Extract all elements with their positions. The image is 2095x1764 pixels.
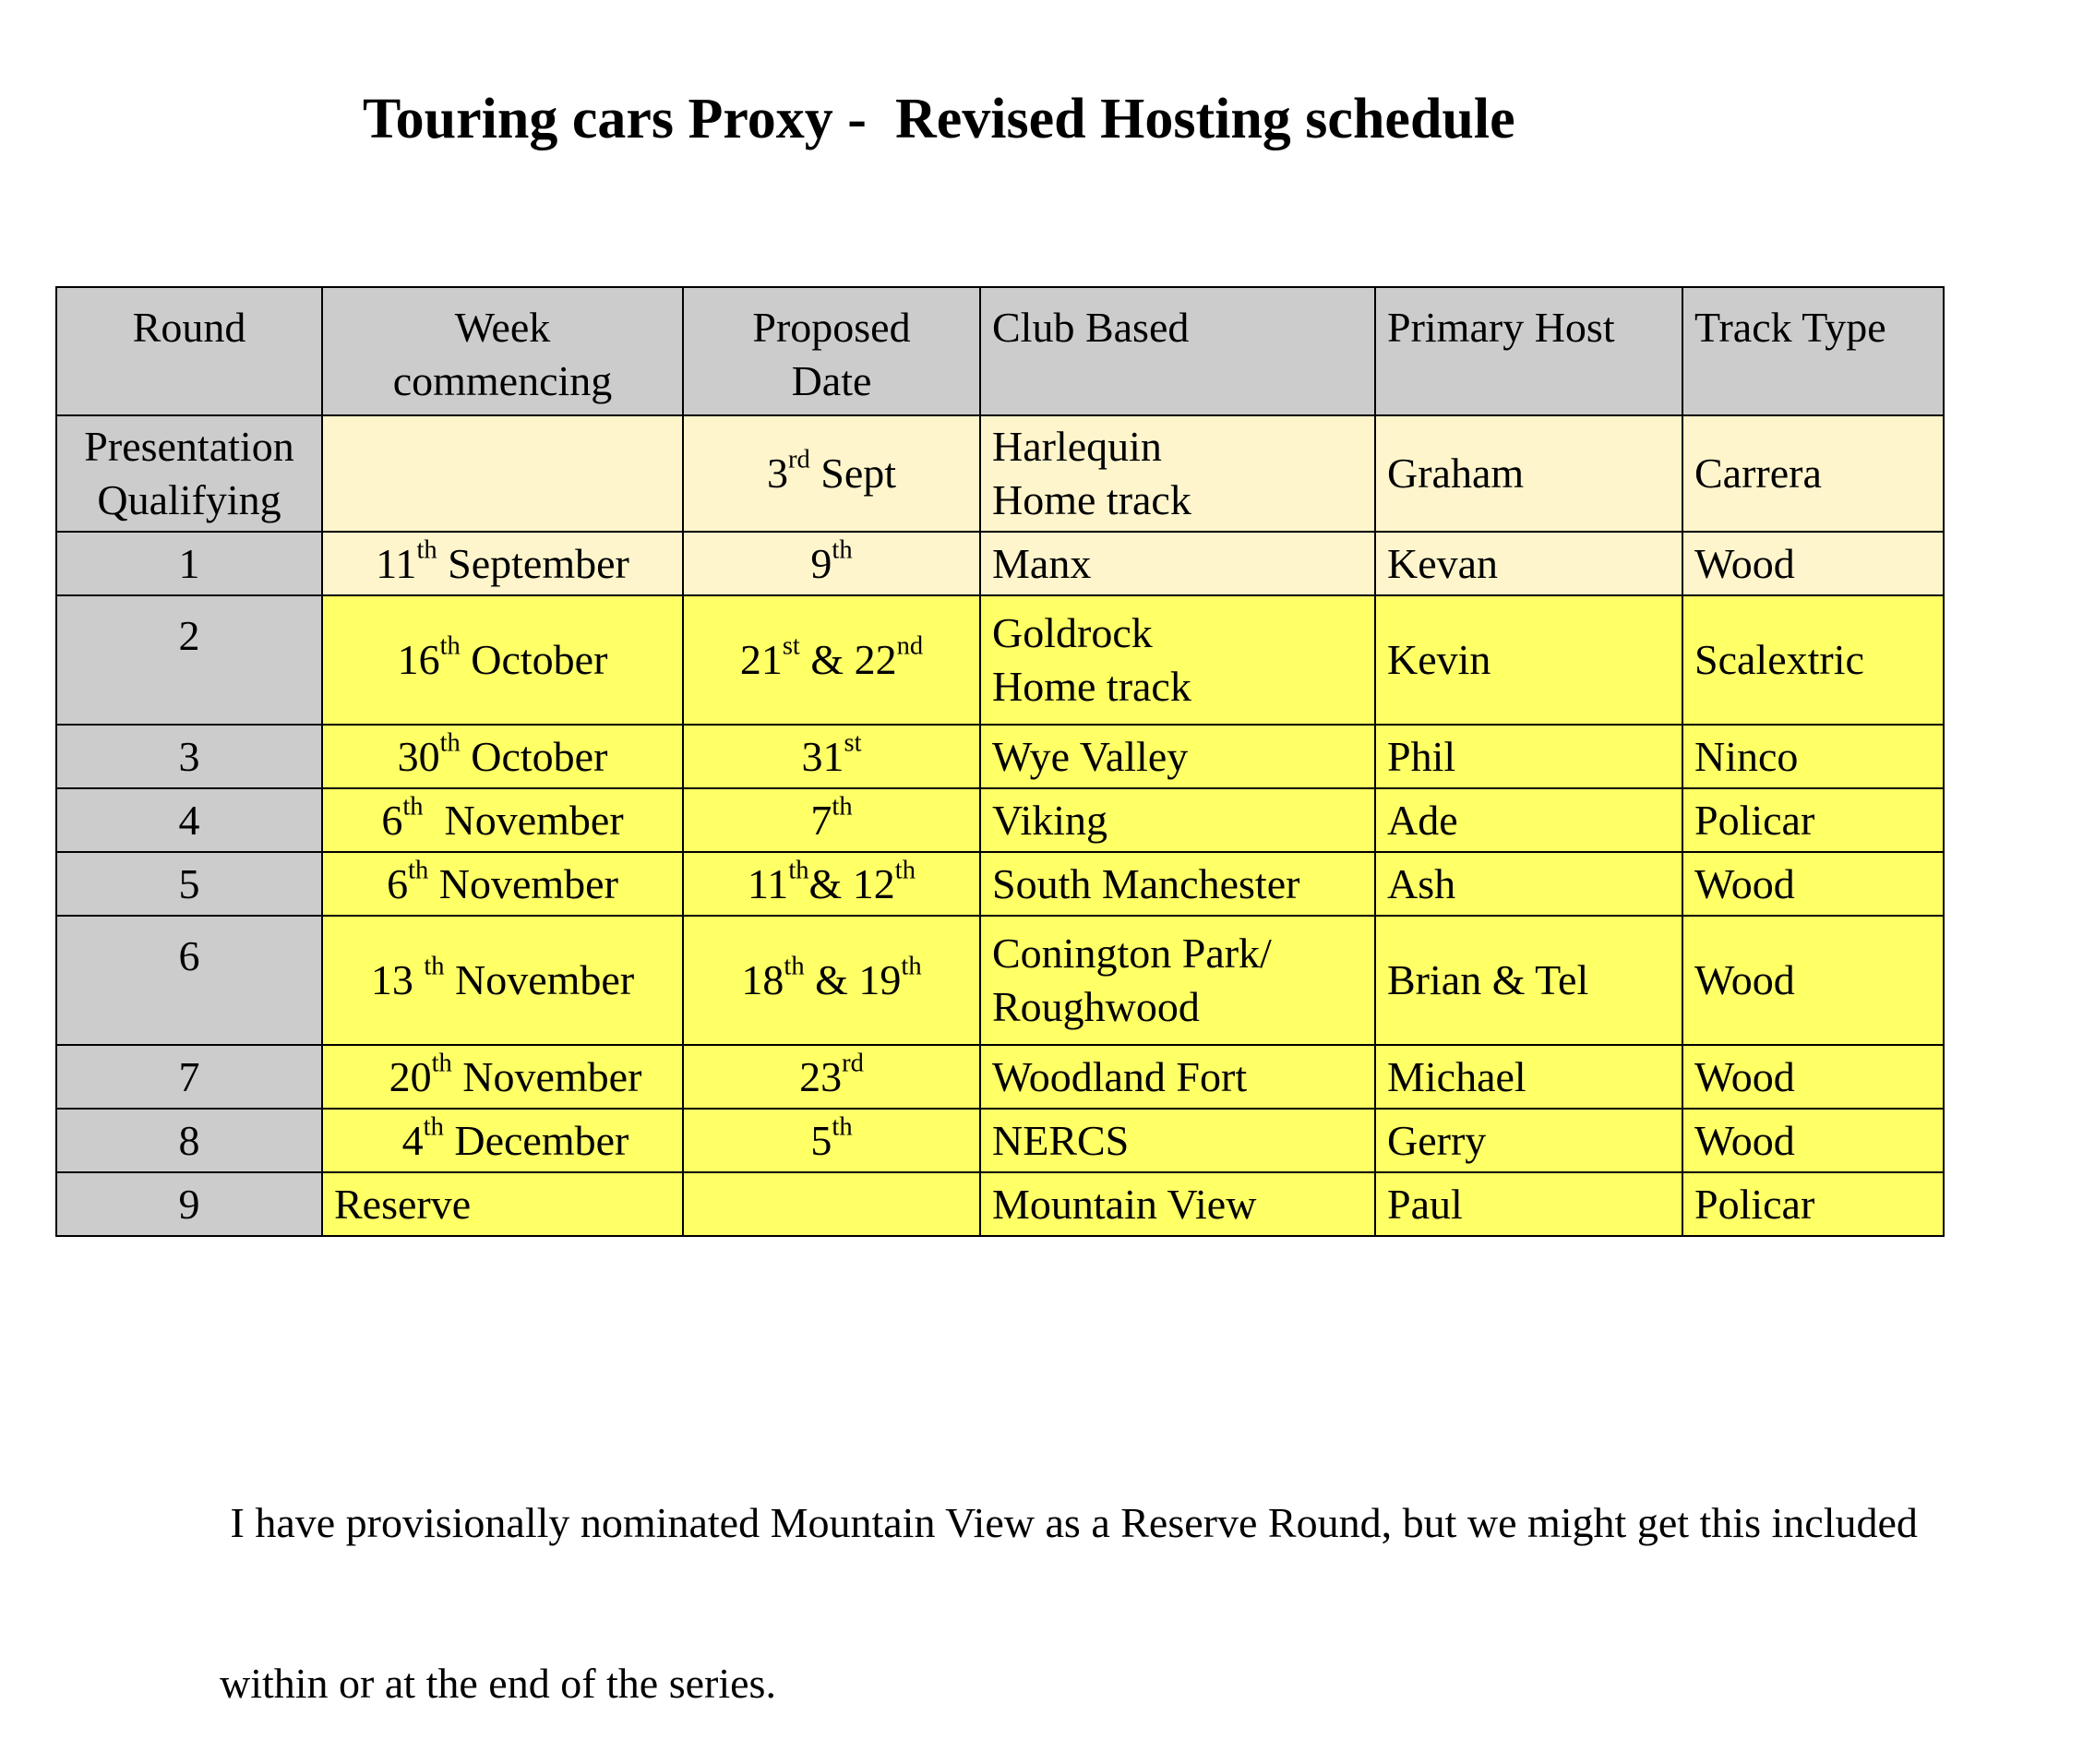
week-cell: 30th October — [322, 725, 683, 788]
week-cell: 4th December — [322, 1109, 683, 1172]
date-cell: 18th & 19th — [683, 916, 980, 1045]
header-date-line1: Proposed — [752, 304, 911, 351]
host-cell: Gerry — [1375, 1109, 1682, 1172]
header-week-line1: Week — [454, 304, 551, 351]
week-cell: 20th November — [322, 1045, 683, 1109]
header-club-based — [980, 287, 1375, 415]
club-cell: NERCS — [980, 1109, 1375, 1172]
footnote-line2: within or at the end of the series. — [220, 1660, 776, 1707]
club-cell: South Manchester — [980, 852, 1375, 916]
club-line1: Goldrock — [992, 609, 1153, 656]
track-cell: Wood — [1682, 916, 1944, 1045]
week-cell: 6th November — [322, 788, 683, 852]
host-cell: Phil — [1375, 725, 1682, 788]
table-row — [56, 1172, 1944, 1236]
club-cell: Mountain View — [980, 1172, 1375, 1236]
host-cell: Ash — [1375, 852, 1682, 916]
table-row — [56, 852, 1944, 916]
round-cell: 3 — [56, 725, 322, 788]
week-cell: 16th October — [322, 595, 683, 725]
table-row — [56, 788, 1944, 852]
club-cell: Manx — [980, 532, 1375, 595]
host-cell: Kevan — [1375, 532, 1682, 595]
header-week-commencing — [322, 287, 683, 415]
round-cell — [56, 415, 322, 532]
header-week-line2: commencing — [392, 357, 613, 404]
club-cell: Woodland Fort — [980, 1045, 1375, 1109]
track-cell: Policar — [1682, 1172, 1944, 1236]
footnote — [220, 1389, 2093, 1764]
header-date-line2: Date — [791, 357, 872, 404]
host-cell: Ade — [1375, 788, 1682, 852]
club-cell — [980, 415, 1375, 532]
host-cell: Brian & Tel — [1375, 916, 1682, 1045]
track-cell: Scalextric — [1682, 595, 1944, 725]
club-line1: Harlequin — [992, 423, 1162, 470]
table-row — [56, 415, 1944, 532]
round-cell: 5 — [56, 852, 322, 916]
track-cell: Carrera — [1682, 415, 1944, 532]
round-cell: 6 — [56, 916, 322, 1045]
club-line2: Home track — [992, 663, 1191, 710]
round-line2: Qualifying — [97, 476, 281, 523]
date-cell: 11th& 12th — [683, 852, 980, 916]
header-round — [56, 287, 322, 415]
track-cell: Wood — [1682, 1109, 1944, 1172]
week-cell: 13 $^{th}$ November — [322, 916, 683, 1045]
track-cell: Wood — [1682, 532, 1944, 595]
hosting-schedule-table — [55, 286, 1945, 1237]
round-cell: 7 — [56, 1045, 322, 1109]
round-line1: Presentation — [84, 423, 294, 470]
date-cell: 7th — [683, 788, 980, 852]
date-cell: 5th — [683, 1109, 980, 1172]
header-primary-host — [1375, 287, 1682, 415]
club-line2: Roughwood — [992, 983, 1200, 1030]
track-cell: Ninco — [1682, 725, 1944, 788]
date-cell: 9th — [683, 532, 980, 595]
header-round-label: Round — [132, 304, 246, 351]
round-cell: 9 — [56, 1172, 322, 1236]
track-cell: Policar — [1682, 788, 1944, 852]
date-cell — [683, 1172, 980, 1236]
track-cell: Wood — [1682, 852, 1944, 916]
round-cell: 8 — [56, 1109, 322, 1172]
host-cell: Kevin — [1375, 595, 1682, 725]
round-cell: 2 — [56, 595, 322, 725]
header-proposed-date — [683, 287, 980, 415]
host-cell: Paul — [1375, 1172, 1682, 1236]
club-line1: Conington Park/ — [992, 930, 1272, 977]
track-cell: Wood — [1682, 1045, 1944, 1109]
table-row — [56, 1045, 1944, 1109]
date-cell: 31st — [683, 725, 980, 788]
week-cell: Reserve — [322, 1172, 683, 1236]
host-cell: Michael — [1375, 1045, 1682, 1109]
week-cell: 6th November — [322, 852, 683, 916]
date-cell: 3rd Sept — [683, 415, 980, 532]
date-cell: 23rd — [683, 1045, 980, 1109]
table-row — [56, 725, 1944, 788]
club-cell: Wye Valley — [980, 725, 1375, 788]
header-track-type — [1682, 287, 1944, 415]
week-cell — [322, 415, 683, 532]
round-cell: 4 — [56, 788, 322, 852]
table-row — [56, 1109, 1944, 1172]
header-track-label: Track Type — [1694, 304, 1886, 351]
header-host-label: Primary Host — [1387, 304, 1615, 351]
round-cell: 1 — [56, 532, 322, 595]
footnote-line1: I have provisionally nominated Mountain View as a Reserve Round, but we might get this included — [220, 1499, 1918, 1546]
table-row — [56, 595, 1944, 725]
date-cell: 21st & 22nd — [683, 595, 980, 725]
host-cell: Graham — [1375, 415, 1682, 532]
table-header-row — [56, 287, 1944, 415]
week-cell: 11th September — [322, 532, 683, 595]
table-row — [56, 532, 1944, 595]
header-club-label: Club Based — [992, 304, 1190, 351]
page-title: Touring cars Proxy - Revised Hosting schedule — [363, 88, 1515, 150]
club-cell: Viking — [980, 788, 1375, 852]
table-row — [56, 916, 1944, 1045]
club-cell — [980, 595, 1375, 725]
club-cell — [980, 916, 1375, 1045]
club-line2: Home track — [992, 476, 1191, 523]
